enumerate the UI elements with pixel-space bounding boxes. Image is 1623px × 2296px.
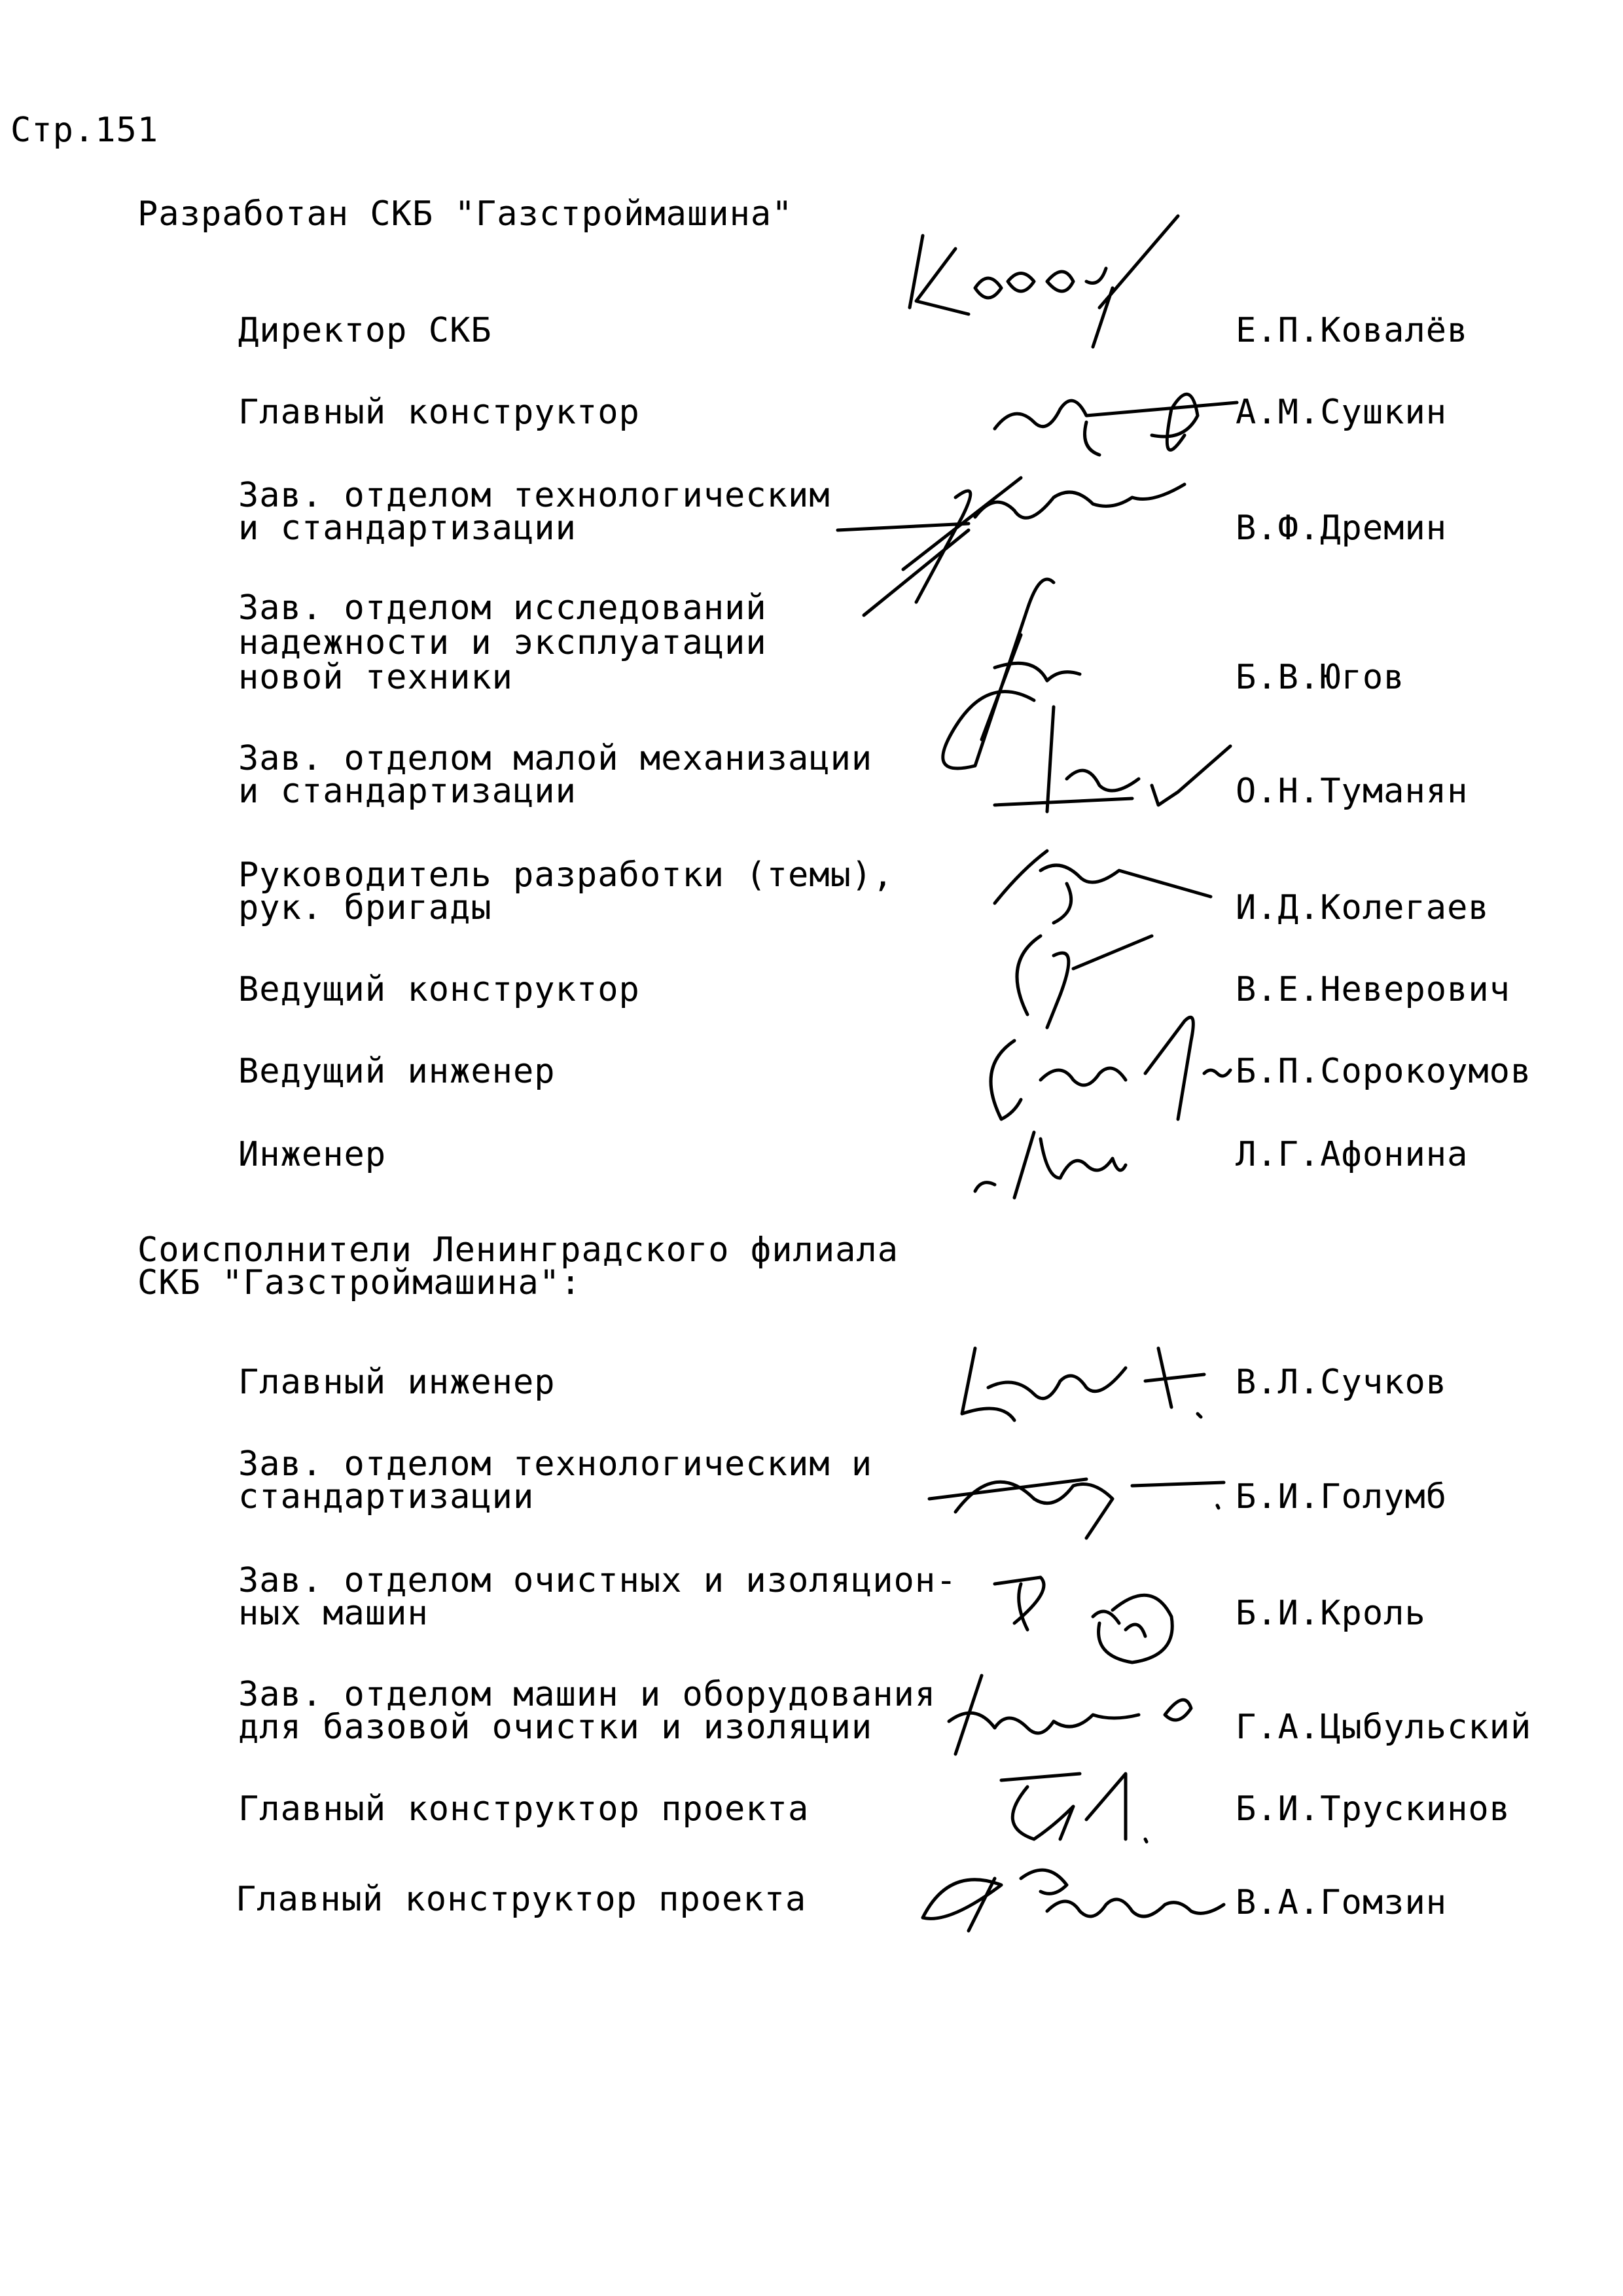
position-mechanization-dept-head: Зав. отделом малой механизации [238, 739, 873, 778]
signature-sushkin [988, 376, 1250, 481]
name-dremin: В.Ф.Дремин [1236, 509, 1448, 548]
name-krol: Б.И.Кроль [1236, 1594, 1426, 1633]
co-executors-heading-line2: СКБ "Газстроймашина": [137, 1263, 582, 1302]
position-research-dept-head-line3: новой техники [238, 658, 513, 697]
position-research-dept-head: Зав. отделом исследований [238, 588, 767, 628]
name-gomzin: В.А.Гомзин [1236, 1883, 1448, 1922]
position-engineer: Инженер [238, 1135, 387, 1174]
position-machines-dept-head: Зав. отделом машин и оборудования [238, 1675, 936, 1714]
position-cleaning-dept-head: Зав. отделом очистных и изоляцион- [238, 1561, 957, 1600]
position-lead-designer: Ведущий конструктор [238, 970, 640, 1009]
position-chief-designer: Главный конструктор [238, 393, 640, 432]
position-tech-dept-head-2-line2: стандартизации [238, 1477, 535, 1516]
name-yugov: Б.В.Югов [1236, 658, 1405, 697]
page-number: Стр.151 [10, 111, 159, 150]
signature-truskinov [975, 1761, 1171, 1859]
position-tech-dept-head-2: Зав. отделом технологическим и [238, 1444, 873, 1484]
signature-kovalev [897, 209, 1211, 353]
name-sorokoumov: Б.П.Сорокоумов [1236, 1052, 1532, 1091]
name-kovalev: Е.П.Ковалёв [1236, 311, 1469, 350]
signature-suchkov [949, 1335, 1224, 1440]
position-machines-dept-head-line2: для базовой очистки и изоляции [238, 1708, 873, 1747]
name-golumb: Б.И.Голумб [1236, 1477, 1448, 1516]
name-neverovich: В.Е.Неверович [1236, 970, 1510, 1009]
name-tsybulsky: Г.А.Цыбульский [1236, 1708, 1532, 1747]
signature-tumanyan [969, 700, 1243, 831]
position-project-lead: Руководитель разработки (темы), [238, 855, 894, 895]
position-chief-engineer: Главный инженер [238, 1363, 556, 1402]
name-suchkov: В.Л.Сучков [1236, 1363, 1448, 1402]
signature-afonina [962, 1113, 1158, 1217]
co-executors-heading: Соисполнители Ленинградского филиала [137, 1230, 899, 1270]
signature-krol [982, 1558, 1198, 1669]
position-research-dept-head-line2: надежности и эксплуатации [238, 623, 767, 662]
position-lead-engineer: Ведущий инженер [238, 1052, 556, 1091]
signature-gomzin [903, 1852, 1243, 1944]
position-tech-dept-head-line2: и стандартизации [238, 509, 577, 548]
name-truskinov: Б.И.Трускинов [1236, 1789, 1510, 1829]
name-kolegaev: И.Д.Колегаев [1236, 888, 1489, 927]
signature-tsybulsky [916, 1662, 1217, 1767]
position-project-chief-designer-2: Главный конструктор проекта [236, 1880, 807, 1919]
position-tech-dept-head: Зав. отделом технологическим [238, 476, 830, 515]
name-sushkin: А.М.Сушкин [1236, 393, 1448, 432]
signature-golumb [916, 1433, 1243, 1545]
position-cleaning-dept-head-line2: ных машин [238, 1594, 429, 1633]
developed-by-heading: Разработан СКБ "Газстроймашина" [137, 194, 793, 234]
position-project-chief-designer: Главный конструктор проекта [238, 1789, 810, 1829]
position-mechanization-dept-head-line2: и стандартизации [238, 772, 577, 811]
position-director: Директор СКБ [238, 311, 492, 350]
position-project-lead-line2: рук. бригады [238, 888, 492, 927]
name-afonina: Л.Г.Афонина [1236, 1135, 1469, 1174]
name-tumanyan: О.Н.Туманян [1236, 772, 1469, 811]
